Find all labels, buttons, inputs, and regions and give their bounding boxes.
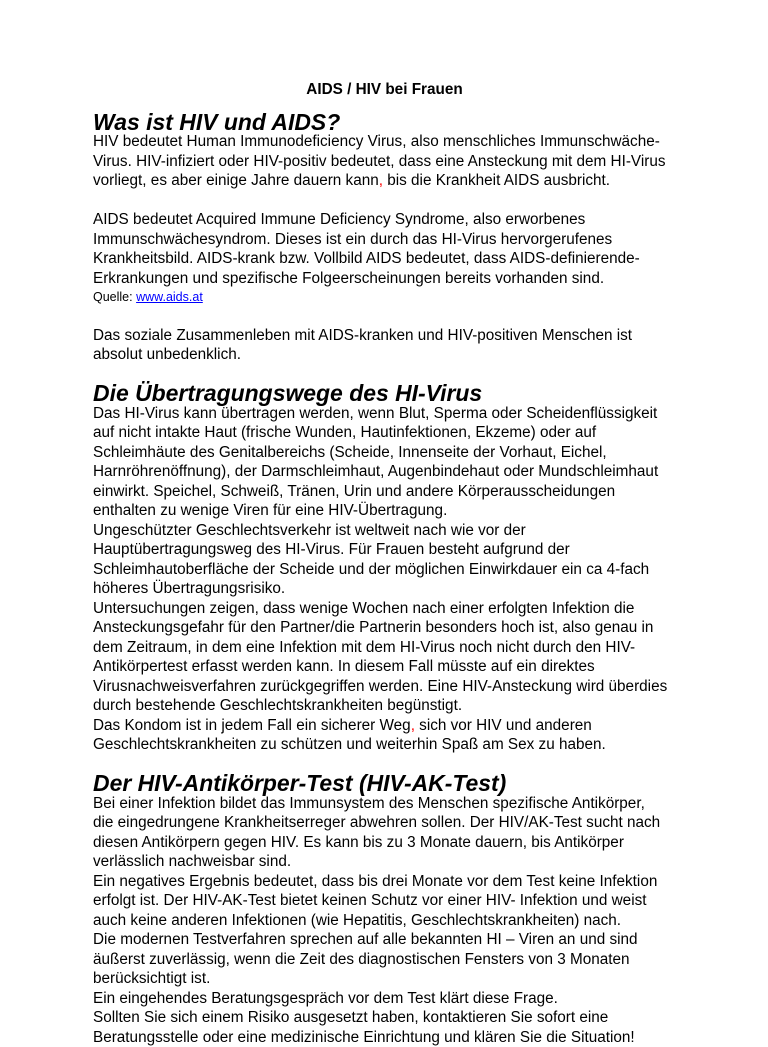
section-heading-transmission: Die Übertragungswege des HI-Virus: [93, 380, 483, 406]
intro-paragraph-aids: AIDS bedeutet Acquired Immune Deficiency Syndrome, also erworbenes Immunschwächesyndrom. Dieses ist ein durch das HI-Virus hervorgerufenes Krankheitsbild. AIDS-krank bzw. Vollbild AIDS bedeutet, dass AIDS-definierende-Erkrankungen und spezifische Folgeerscheinungen bereits vorhanden sind.: [93, 211, 640, 287]
intro-paragraph-hiv: [93, 132, 668, 191]
section-heading-intro: Was ist HIV und AIDS?: [93, 108, 341, 135]
spacer: [93, 191, 668, 211]
test-paragraph-5: Sollten Sie sich einem Risiko ausgesetzt haben, kontaktieren Sie sofort eine Beratungsstelle oder eine medizinische Einrichtung und klären Sie die Situation!: [93, 1009, 635, 1046]
transmission-paragraph-4: [93, 716, 668, 755]
intro-paragraph-social: Das soziale Zusammenleben mit AIDS-kranken und HIV-positiven Menschen ist absolut unbedenklich.: [93, 326, 633, 363]
transmission-paragraph-4-text-b: sich vor HIV und anderen Geschlechtskrankheiten zu schützen und weiterhin Spaß am Sex zu haben.: [93, 716, 606, 753]
source-link[interactable]: www.aids.at: [136, 290, 203, 304]
transmission-paragraph-3: Untersuchungen zeigen, dass wenige Wochen nach einer erfolgten Infektion die Ansteckungsgefahr für den Partner/die Partnerin besonders hoch ist, also genau in dem Zeitraum, in dem eine Infektion mit dem HI-Virus noch nicht durch den HIV-Antikörpertest erfasst werden kann. In diesem Fall müsste auf ein direktes Virusnachweisverfahren zurückgegriffen werden. Eine HIV-Ansteckung wird überdies durch bestehende Geschlechtskrankheiten begünstigt.: [93, 599, 668, 714]
test-paragraph-4: Ein eingehendes Beratungsgespräch vor dem Test klärt diese Frage.: [93, 989, 558, 1007]
section-intro: [93, 108, 668, 365]
test-paragraph-3: Die modernen Testverfahren sprechen auf alle bekannten HI – Viren an und sind äußerst zuverlässig, wenn die Zeit des diagnostischen Fensters von 3 Monaten berücksichtigt ist.: [93, 931, 638, 987]
source-label: Quelle:: [93, 290, 137, 304]
transmission-paragraph-4-text-a: Das Kondom ist in jedem Fall ein sicherer Weg: [93, 716, 411, 734]
section-test: [93, 770, 668, 1047]
test-paragraph-1: Bei einer Infektion bildet das Immunsystem des Menschen spezifische Antikörper, die eingedrungene Krankheitserreger abwehren sollen. Der HIV/AK-Test sucht nach diesen Antikörpern gegen HIV. Es kann bis zu 3 Monate dauern, bis Antikörper verlässlich nachweisbar sind.: [93, 794, 661, 870]
highlighted-comma: ,: [410, 716, 415, 734]
document-page: [93, 80, 668, 1047]
document-title: AIDS / HIV bei Frauen: [306, 81, 463, 98]
intro-paragraph-hiv-text-a: HIV bedeutet Human Immunodeficiency Virus, also menschliches Immunschwäche-Virus. HIV-infiziert oder HIV-positiv bedeutet, dass eine Ansteckung mit dem HI-Virus vorliegt, es aber einige Jahre dauern kann: [93, 133, 666, 189]
section-heading-test: Der HIV-Antikörper-Test (HIV-AK-Test): [93, 770, 507, 796]
test-paragraph-2: Ein negatives Ergebnis bedeutet, dass bis drei Monate vor dem Test keine Infektion erfolgt ist. Der HIV-AK-Test bietet keinen Schutz vor einer HIV- Infektion und weist auch keine anderen Infektionen (wie Hepatitis, Geschlechtskrankheiten) nach.: [93, 872, 658, 929]
transmission-paragraph-2: Ungeschützter Geschlechtsverkehr ist weltweit nach wie vor der Hauptübertragungsweg des HI-Virus. Für Frauen besteht aufgrund der Schleimhautoberfläche der Scheide und der möglichen Einwirkdauer ein ca 4-fach höheres Übertragungsrisiko.: [93, 521, 650, 597]
transmission-paragraph-1: Das HI-Virus kann übertragen werden, wenn Blut, Sperma oder Scheidenflüssigkeit auf nicht intakte Haut (frische Wunden, Hautinfektionen, Ekzeme) oder auf Schleimhäute des Genitalbereichs (Scheide, Innenseite der Vorhaut, Eichel, Harnröhrenöffnung), der Darmschleimhaut, Augenbindehaut oder Mundschleimhaut einwirkt. Speichel, Schweiß, Tränen, Urin und andere Körperausscheidungen enthalten zu wenige Viren für eine HIV-Übertragung.: [93, 404, 659, 519]
source-line: [93, 288, 668, 306]
highlighted-comma: ,: [378, 172, 383, 189]
spacer: [93, 306, 668, 326]
intro-paragraph-hiv-text-b: bis die Krankheit AIDS ausbricht.: [382, 172, 611, 189]
section-transmission: [93, 380, 668, 755]
